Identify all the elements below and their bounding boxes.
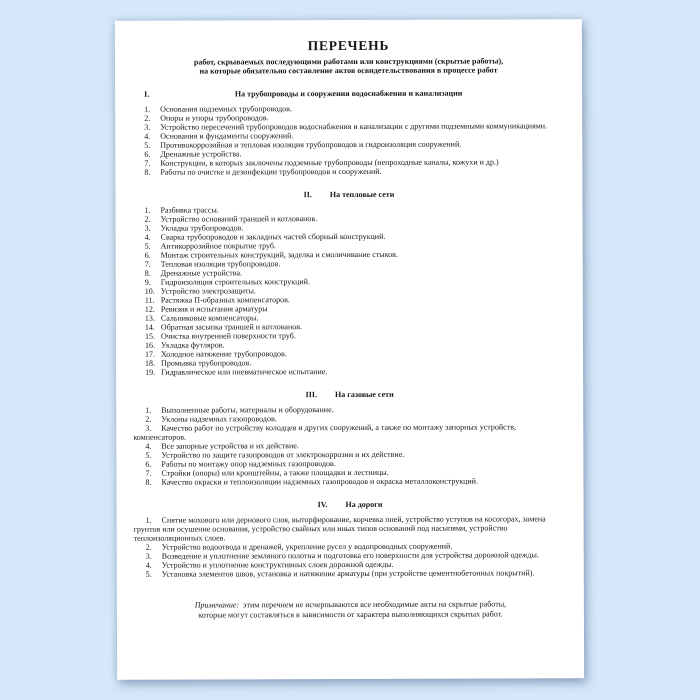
- item-number: 7.: [144, 259, 151, 269]
- list-item: [129, 121, 568, 132]
- sections: [129, 88, 570, 579]
- item-number: 4.: [144, 131, 151, 141]
- section: [129, 189, 569, 377]
- item-number: 3.: [144, 122, 151, 132]
- subtitle-line-2: на которые обязательно составление актов освидетельствования в процессе работ: [199, 65, 498, 76]
- item-text: Возведение и уплотнение земляного полотна и подготовка его поверхности для устройства дорожной одежды.: [161, 550, 539, 561]
- document-subtitle: [129, 56, 568, 76]
- section-numeral: I.: [144, 89, 150, 99]
- item-text: Устройство и уплотнение конструктивных слоев дорожной одежды.: [161, 559, 394, 570]
- item-text: Тепловая изоляция трубопроводов.: [160, 259, 281, 269]
- item-number: 7.: [145, 468, 152, 478]
- item-text: Качество окраски и теплоизоляции надземных газопроводов и окраска металлоконструкций.: [161, 476, 478, 487]
- item-text: Стройки (опоры) или кронштейны, а также площадки и лестницы.: [161, 467, 389, 478]
- item-text: Укладка футляров.: [160, 340, 225, 350]
- section-heading: [131, 499, 570, 510]
- item-number: 8.: [144, 167, 151, 177]
- item-number: 3.: [144, 223, 151, 233]
- list-item: [131, 514, 570, 543]
- item-number: 4.: [145, 560, 152, 570]
- item-text: Гидравлическое или пневматическое испытание.: [161, 367, 328, 377]
- item-text: Устройство электрозащиты.: [160, 286, 256, 296]
- section: [129, 88, 568, 177]
- list-item: [131, 568, 570, 579]
- item-number: 19.: [145, 367, 156, 377]
- item-text: Работы по монтажу опор надземных газопроводов.: [161, 459, 336, 469]
- item-number: 1.: [144, 104, 151, 114]
- section-items: [131, 514, 570, 579]
- item-text: Снятие мохового или дернового слоя, выторфирование, корчевка пней, устройство уступов на косогорах, замена грунтов или осушение основания, устройство свайных или иных типов оснований под насыпями, устройство теплоизоляционных слоев.: [133, 514, 546, 543]
- section-title: На трубопроводы и сооружения водоснабжения и канализации: [234, 88, 463, 99]
- section: [130, 389, 569, 487]
- subtitle-line-1: работ, скрываемых последующими работами или конструкциями (скрытые работы),: [193, 56, 504, 67]
- item-text: Выполненные работы, материалы и оборудование.: [161, 405, 334, 415]
- item-number: 5.: [145, 569, 152, 579]
- note-text: этим перечнем не исчерпываются все необходимые акты на скрытые работы, которые могут составляться в зависимости от характера выполняющихся скрытых работ.: [198, 599, 507, 620]
- item-text: Качество работ по устройству колодцев и других сооружений, а также по монтажу запорных устройств, компенсаторов.: [133, 422, 516, 442]
- item-text: Очистка внутренней поверхности труб.: [160, 331, 296, 341]
- document-page: [115, 19, 584, 680]
- item-number: 4.: [144, 232, 151, 242]
- item-text: Устройство по защите газопроводов от электрокоррозии и их действие.: [161, 449, 405, 460]
- item-text: Сальниковые компенсаторы.: [160, 313, 259, 323]
- item-number: 18.: [145, 358, 156, 368]
- item-text: Уклоны надземных газопроводов.: [161, 414, 277, 424]
- item-number: 13.: [144, 313, 155, 323]
- item-text: Все запорные устройства и их действие.: [161, 441, 299, 451]
- item-number: 1.: [145, 405, 152, 415]
- item-number: 14.: [144, 322, 155, 332]
- item-number: 2.: [144, 214, 151, 224]
- section-heading: [129, 88, 568, 99]
- item-text: Монтаж строительных конструкций, заделка и смоличивание стыков.: [160, 249, 398, 260]
- item-number: 10.: [144, 286, 155, 296]
- list-item: [130, 422, 569, 442]
- item-number: 3.: [145, 423, 152, 433]
- list-item: [129, 166, 568, 177]
- item-number: 2.: [145, 542, 152, 552]
- item-text: Конструкции, в которых заключены подземные трубопроводы (непроходные каналы, кожухи и др.): [160, 157, 499, 168]
- section: [131, 499, 570, 579]
- list-item: [130, 366, 569, 377]
- item-text: Растяжка П-образных компенсаторов.: [160, 295, 290, 305]
- item-number: 6.: [145, 459, 152, 469]
- section-numeral: II.: [303, 190, 312, 200]
- item-number: 1.: [144, 205, 151, 215]
- item-text: Опоры и упоры трубопроводов.: [160, 113, 269, 123]
- item-number: 9.: [144, 277, 151, 287]
- item-number: 17.: [144, 349, 156, 359]
- section-items: [129, 103, 568, 177]
- item-number: 6.: [144, 250, 151, 260]
- document-title: ПЕРЕЧЕНЬ: [307, 37, 390, 54]
- item-text: Дренажные устройства.: [160, 268, 243, 278]
- section-heading: [130, 389, 569, 400]
- item-number: 5.: [144, 241, 151, 251]
- item-text: Укладка трубопроводов.: [160, 223, 244, 233]
- item-number: 15.: [144, 331, 155, 341]
- section-title: На тепловые сети: [329, 189, 395, 200]
- section-numeral: IV.: [317, 500, 328, 510]
- note: [131, 599, 570, 620]
- section-numeral: III.: [305, 390, 318, 400]
- item-text: Ревизия и испытания арматуры: [160, 304, 268, 314]
- item-number: 12.: [144, 304, 155, 314]
- item-number: 6.: [144, 149, 151, 159]
- item-text: Устройство пересечений трубопроводов водоснабжения и канализации с другими подземными коммуникациями.: [160, 121, 548, 132]
- item-number: 11.: [144, 295, 155, 305]
- item-number: 16.: [144, 340, 155, 350]
- item-text: Антикоррозийное покрытие труб.: [160, 241, 276, 251]
- item-number: 8.: [145, 477, 152, 487]
- section-items: [129, 204, 569, 377]
- item-number: 5.: [145, 450, 152, 460]
- item-text: Противокоррозийная и тепловая изоляция трубопроводов и гидроизоляция сооружений.: [160, 139, 462, 150]
- list-item: [130, 476, 569, 487]
- item-text: Работы по очистке и дезинфекции трубопроводов и сооружений.: [160, 166, 382, 177]
- note-label: Примечание:: [194, 600, 240, 610]
- section-title: На дороги: [345, 499, 383, 510]
- item-text: Установка элементов швов, установка и натяжение арматуры (при устройстве цементнобетонных покрытий).: [161, 568, 535, 579]
- item-text: Основания и фундаменты сооружений.: [160, 131, 294, 141]
- item-text: Разбивка трассы.: [160, 205, 219, 215]
- item-number: 8.: [144, 268, 151, 278]
- item-text: Гидроизоляция строительных конструкций.: [160, 277, 310, 287]
- item-text: Промывка трубопроводов.: [161, 358, 252, 368]
- item-number: 5.: [144, 140, 151, 150]
- item-number: 4.: [145, 441, 152, 451]
- item-number: 7.: [144, 158, 151, 168]
- item-text: Холодное натяжение трубопроводов.: [160, 349, 287, 359]
- item-number: 3.: [145, 551, 152, 561]
- item-number: 2.: [145, 414, 152, 424]
- section-title: На газовые сети: [334, 389, 394, 400]
- item-text: Устройство оснований траншей и котлованов.: [160, 214, 318, 224]
- section-items: [130, 404, 569, 487]
- item-text: Устройство водоотвода и дренажей, укрепление русел у водопроводных сооружений.: [161, 541, 453, 552]
- item-text: Сварка трубопроводов и закладных частей сборный конструкций.: [160, 231, 386, 242]
- item-text: Основания подземных трубопроводов.: [160, 104, 292, 114]
- item-number: 2.: [144, 113, 151, 123]
- item-text: Дренажные устройства.: [160, 149, 242, 159]
- section-heading: [129, 189, 568, 200]
- item-text: Обратная засыпка траншей и котлованов.: [160, 322, 303, 332]
- item-number: 1.: [145, 515, 152, 525]
